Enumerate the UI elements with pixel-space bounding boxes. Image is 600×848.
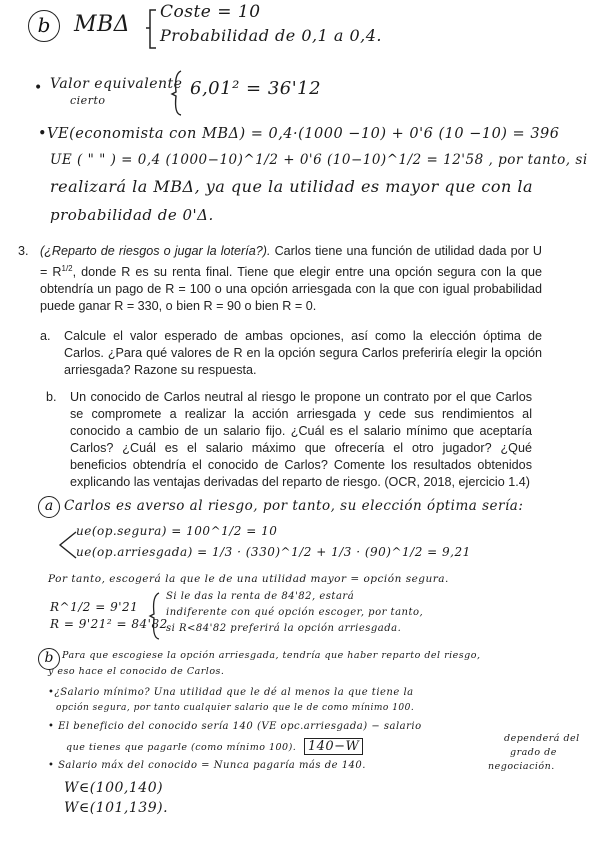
ve-economist-line: •VE(economista con MBΔ) = 0,4·(1000 −10) + 0'6 (10 −10) = 396 [38,126,560,142]
answer-b-line-1: Para que escogiese la opción arriesgada, tendría que haber reparto del riesgo, [62,650,481,661]
indifference-note-2: indiferente con qué opción escoger, por tanto, [166,607,424,618]
mbd-probability: Probabilidad de 0,1 a 0,4. [160,26,383,45]
answer-a-brace [150,592,160,640]
certainty-formula: 6,01² = 36'12 [190,78,322,99]
certainty-bullet: • [34,80,43,96]
part-label-b: b [37,13,51,37]
side-note-3: negociación. [488,761,555,772]
question-b-text: Un conocido de Carlos neutral al riesgo le propone un contrato por el que Carlos se compromete a realizar la acción arriesgada y cede sus rendimientos al conocido a cambio de un salario fijo. ¿Cuál es el salario mínimo que aceptaría Carlos? ¿Cuál es el salario máximo que ofrecería el otro jugador? ¿Qué beneficios obtendría el conocido de Carlos? Comente los resultados obtenidos explicando las ventajas derivadas del reparto de riesgo. (OCR, 2018, ejercicio 1.4) [70,390,532,489]
answer-b-line-6 [66,739,363,754]
answer-b-line-4: opción segura, por tanto cualquier salario que le de como mínimo 100. [56,703,415,713]
calc-squared: R = 9'21² = 84'82 [50,617,168,631]
conclusion-line: realizará la MBΔ, ya que la utilidad es mayor que con la [50,177,534,196]
question-b-label: b. [46,390,57,404]
ue-economist-line: UE ( " " ) = 0,4 (1000−10)^1/2 + 0'6 (10−10)^1/2 = 12'58 , por tanto, si [50,152,588,168]
answer-a-circle [38,496,60,518]
question-a-label: a. [40,329,51,343]
problem-text-2: , donde R es su renta final. Tiene que elegir entre una opción segura con la que obtendría un pago de R = 100 o una opción arriesgada con la que con igual probabilidad puede ganar R = 330, o bien R = 90 o bien R = 0. [40,265,542,314]
certainty-label: Valor equivalente [50,76,183,92]
problem-statement [40,243,542,315]
salary-range-1: W∈(100,140) [64,780,164,796]
answer-b-line-6-text: que tienes que pagarle (como mínimo 100). [66,742,297,753]
mbd-title: MBΔ [74,12,131,37]
answer-b-label: b [44,650,54,666]
problem-text-1: Carlos tiene una función de utilidad dada por U = R [40,244,542,280]
question-a-text: Calcule el valor esperado de ambas opciones, así como la elección óptima de Carlos. ¿Para qué valores de R en la opción segura Carlos preferiría elegir la opción arriesgada? Razone su respuesta. [64,329,542,377]
mbd-cost: Coste = 10 [160,2,261,22]
ue-safe-option: ue(op.segura) = 100^1/2 = 10 [76,524,278,538]
ue-risky-option: ue(op.arriesgada) = 1/3 · (330)^1/2 + 1/3 · (90)^1/2 = 9,21 [76,545,471,559]
answer-a-branch [58,530,78,560]
answer-b-line-5: • El beneficio del conocido sería 140 (VE opc.arriesgada) − salario [48,721,422,732]
problem-number: 3. [18,244,29,258]
salary-range-2: W∈(101,139). [64,800,169,816]
mbd-brace [146,8,158,52]
answer-a-label: a [44,498,54,514]
side-note-2: grado de [510,747,557,758]
part-label-b-circle [28,10,60,42]
problem-exponent: 1/2 [61,264,73,273]
profit-box: 140−W [304,738,364,755]
answer-b-line-7: • Salario máx del conocido = Nunca pagaría más de 140. [48,760,366,771]
calc-root: R^1/2 = 9'21 [50,600,139,614]
side-note-1: dependerá del [504,733,580,744]
problem-title: (¿Reparto de riesgos o jugar la lotería?). [40,244,271,258]
answer-a-conclusion: Por tanto, escogerá la que le de una utilidad mayor = opción segura. [48,573,449,585]
answer-b-line-3: •¿Salario mínimo? Una utilidad que le dé al menos la que tiene la [48,687,414,698]
indifference-note-3: si R<84'82 preferirá la opción arriesgada. [166,623,402,634]
conclusion-line-2: probabilidad de 0'Δ. [50,206,214,224]
certainty-brace [172,70,182,116]
answer-a-intro: Carlos es averso al riesgo, por tanto, su elección óptima sería: [64,498,524,514]
certainty-label-2: cierto [70,94,106,107]
answer-b-line-2: y eso hace el conocido de Carlos. [48,666,225,677]
indifference-note-1: Si le das la renta de 84'82, estará [166,591,355,602]
